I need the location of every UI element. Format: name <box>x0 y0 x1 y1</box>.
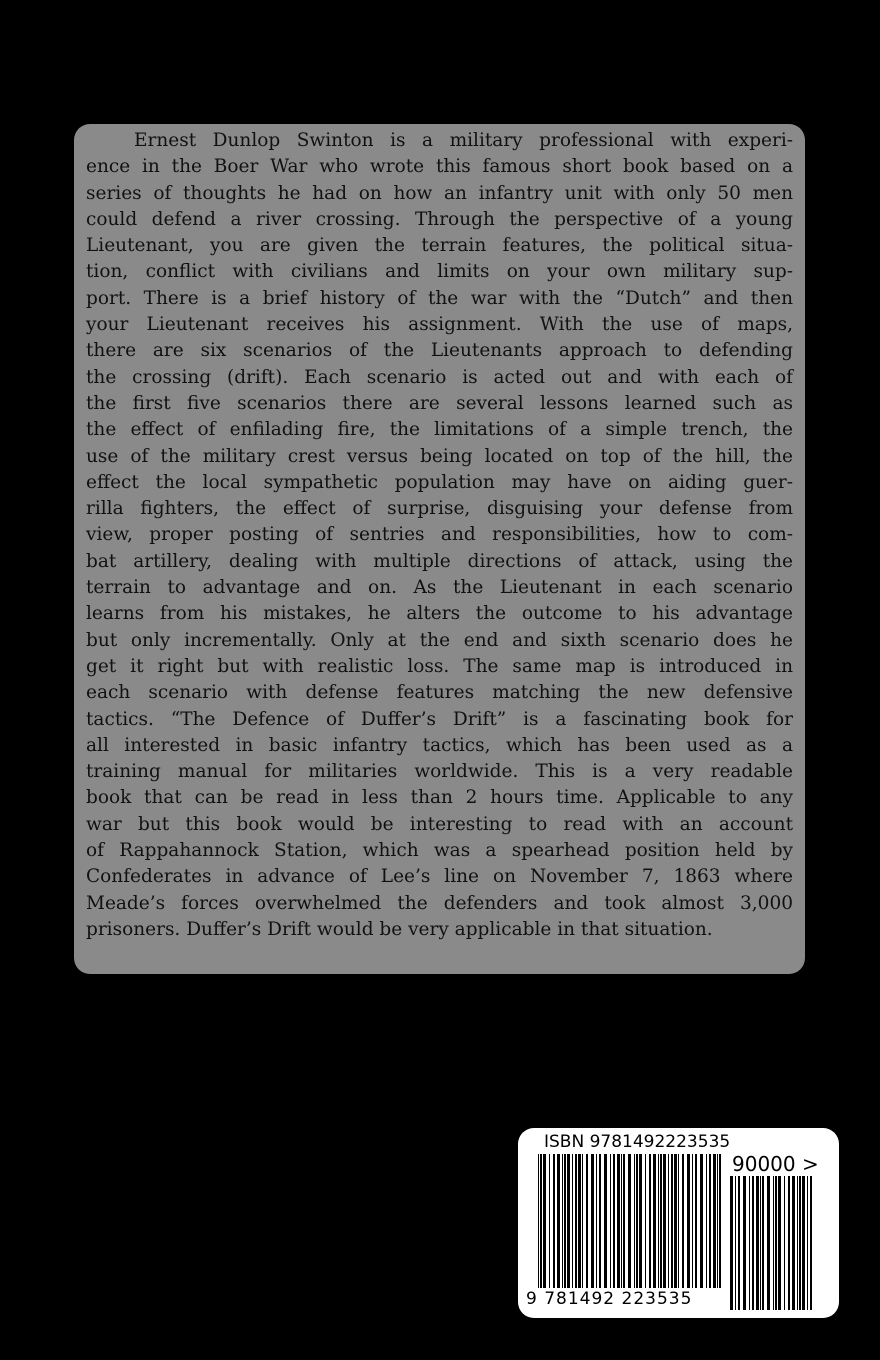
barcode-bar <box>604 1154 607 1288</box>
barcode-bar <box>567 1154 570 1288</box>
barcode-bar <box>549 1154 550 1288</box>
blurb-line: tactics. “The Defence of Duffer’s Drift” is a fascinating book for <box>86 708 793 730</box>
barcode-bar <box>575 1154 577 1288</box>
blurb-line: learns from his mistakes, he alters the outcome to his advantage <box>86 603 793 625</box>
barcode-bar <box>807 1176 808 1310</box>
barcode-bar <box>735 1176 736 1310</box>
barcode-bar <box>756 1176 759 1310</box>
barcode-bar <box>788 1176 790 1310</box>
blurb-line: tion, conflict with civilians and limits on your own military sup- <box>86 261 793 283</box>
blurb-line: training manual for militaries worldwide. This is a very readable <box>86 761 793 783</box>
blurb-line: the first five scenarios there are several lessons learned such as <box>86 392 793 414</box>
barcode-bar <box>671 1154 673 1288</box>
barcode-bar <box>613 1154 615 1288</box>
barcode-bar <box>617 1154 620 1288</box>
barcode-bar <box>636 1154 638 1288</box>
barcode-bar <box>706 1154 707 1288</box>
barcode-bar <box>591 1154 594 1288</box>
barcode-bar <box>767 1176 770 1310</box>
barcode-bar <box>760 1176 761 1310</box>
barcode-bar <box>792 1176 795 1310</box>
barcode-bar <box>663 1154 666 1288</box>
blurb-line: but only incrementally. Only at the end and sixth scenario does he <box>86 629 793 651</box>
blurb-panel <box>74 124 805 974</box>
barcode-bar <box>802 1176 805 1310</box>
barcode-bar <box>649 1154 651 1288</box>
blurb-line: get it right but with realistic loss. The same map is introduced in <box>86 655 793 677</box>
barcode-bar <box>578 1154 581 1288</box>
barcode-bar <box>596 1154 597 1288</box>
barcode-bar <box>621 1154 622 1288</box>
blurb-line: the effect of enfilading fire, the limitations of a simple trench, the <box>86 419 793 441</box>
blurb-line: bat artillery, dealing with multiple directions of attack, using the <box>86 550 793 572</box>
barcode-bar <box>553 1154 555 1288</box>
isbn-label: ISBN 9781492223535 <box>544 1132 731 1152</box>
barcode-bar <box>582 1154 583 1288</box>
blurb-line: Lieutenant, you are given the terrain features, the political situa- <box>86 235 793 257</box>
barcode-bar <box>687 1154 690 1288</box>
blurb-line: each scenario with defense features matching the new defensive <box>86 682 793 704</box>
barcode-bar <box>762 1176 764 1310</box>
blurb-line: Meade’s forces overwhelmed the defenders and took almost 3,000 <box>86 892 793 914</box>
blurb-line: port. There is a brief history of the war with the “Dutch” and then <box>86 287 793 309</box>
blurb-line: ence in the Boer War who wrote this famous short book based on a <box>86 156 793 178</box>
barcode-bar <box>660 1154 662 1288</box>
barcode-bar <box>634 1154 635 1288</box>
blurb-line: book that can be read in less than 2 hours time. Applicable to any <box>86 787 793 809</box>
barcode-bar <box>538 1154 539 1288</box>
barcode-bar <box>658 1154 659 1288</box>
barcode-bar <box>678 1154 679 1288</box>
blurb-line: could defend a river crossing. Through the perspective of a young <box>86 208 793 230</box>
barcode-bar <box>810 1176 812 1310</box>
barcode-bar <box>572 1154 573 1288</box>
barcode-bar <box>749 1176 750 1310</box>
barcode-bar <box>543 1154 546 1288</box>
barcode-bar <box>797 1176 798 1310</box>
barcode-bar <box>752 1176 754 1310</box>
blurb-line: use of the military crest versus being located on top of the hill, the <box>86 445 793 467</box>
barcode-bar <box>784 1176 785 1310</box>
blurb-line: your Lieutenant receives his assignment. With the use of maps, <box>86 314 793 336</box>
barcode-bar <box>709 1154 711 1288</box>
barcode-bar <box>775 1176 777 1310</box>
barcode-bar <box>540 1154 542 1288</box>
barcode-bar <box>738 1176 740 1310</box>
blurb-line: the crossing (drift). Each scenario is acted out and with each of <box>86 366 793 388</box>
barcode-bar <box>653 1154 656 1288</box>
blurb-line: there are six scenarios of the Lieutenants approach to defending <box>86 340 793 362</box>
barcode-bar <box>564 1154 566 1288</box>
barcode-bar <box>692 1154 693 1288</box>
barcode-bar <box>623 1154 625 1288</box>
barcode-bar <box>557 1154 560 1288</box>
barcode-bar <box>674 1154 677 1288</box>
barcode-bar <box>586 1154 588 1288</box>
barcode-bar <box>719 1154 721 1288</box>
barcode-bar <box>695 1154 697 1288</box>
blurb-line: all interested in basic infantry tactics, which has been used as a <box>86 734 793 756</box>
blurb-line: war but this book would be interesting to read with an account <box>86 813 793 835</box>
isbn-digits: 9 781492 223535 <box>526 1289 693 1309</box>
price-addon-bars <box>730 1176 814 1310</box>
barcode-bar <box>599 1154 601 1288</box>
blurb-line: Ernest Dunlop Swinton is a military professional with experi- <box>134 130 793 151</box>
barcode-bar <box>682 1154 684 1288</box>
blurb-line: of Rappahannock Station, which was a spearhead position held by <box>86 840 793 862</box>
isbn-barcode <box>518 1128 839 1318</box>
barcode-bar <box>730 1176 733 1310</box>
barcode-bar <box>610 1154 611 1288</box>
barcode-bar <box>668 1154 669 1288</box>
barcode-bar <box>628 1154 631 1288</box>
barcode-bar <box>713 1154 716 1288</box>
blurb-line: effect the local sympathetic population may have on aiding guer- <box>86 471 793 493</box>
barcode-bar <box>645 1154 646 1288</box>
barcode-bar <box>717 1154 718 1288</box>
barcode-bar <box>799 1176 801 1310</box>
blurb-line: series of thoughts he had on how an infantry unit with only 50 men <box>86 182 793 204</box>
barcode-bar <box>639 1154 642 1288</box>
barcode-bars <box>538 1154 724 1288</box>
barcode-bar <box>773 1176 774 1310</box>
blurb-line: rilla fighters, the effect of surprise, disguising your defense from <box>86 498 793 520</box>
blurb-line: view, proper posting of sentries and responsibilities, how to com- <box>86 524 793 546</box>
blurb-line: terrain to advantage and on. As the Lieutenant in each scenario <box>86 577 793 599</box>
barcode-bar <box>743 1176 746 1310</box>
barcode-bar <box>700 1154 703 1288</box>
barcode-bar <box>562 1154 563 1288</box>
price-code: 90000 > <box>732 1152 819 1176</box>
blurb-line: prisoners. Duffer’s Drift would be very applicable in that situation. <box>86 918 713 940</box>
barcode-bar <box>778 1176 781 1310</box>
blurb-line: Confederates in advance of Lee’s line on November 7, 1863 where <box>86 866 793 888</box>
